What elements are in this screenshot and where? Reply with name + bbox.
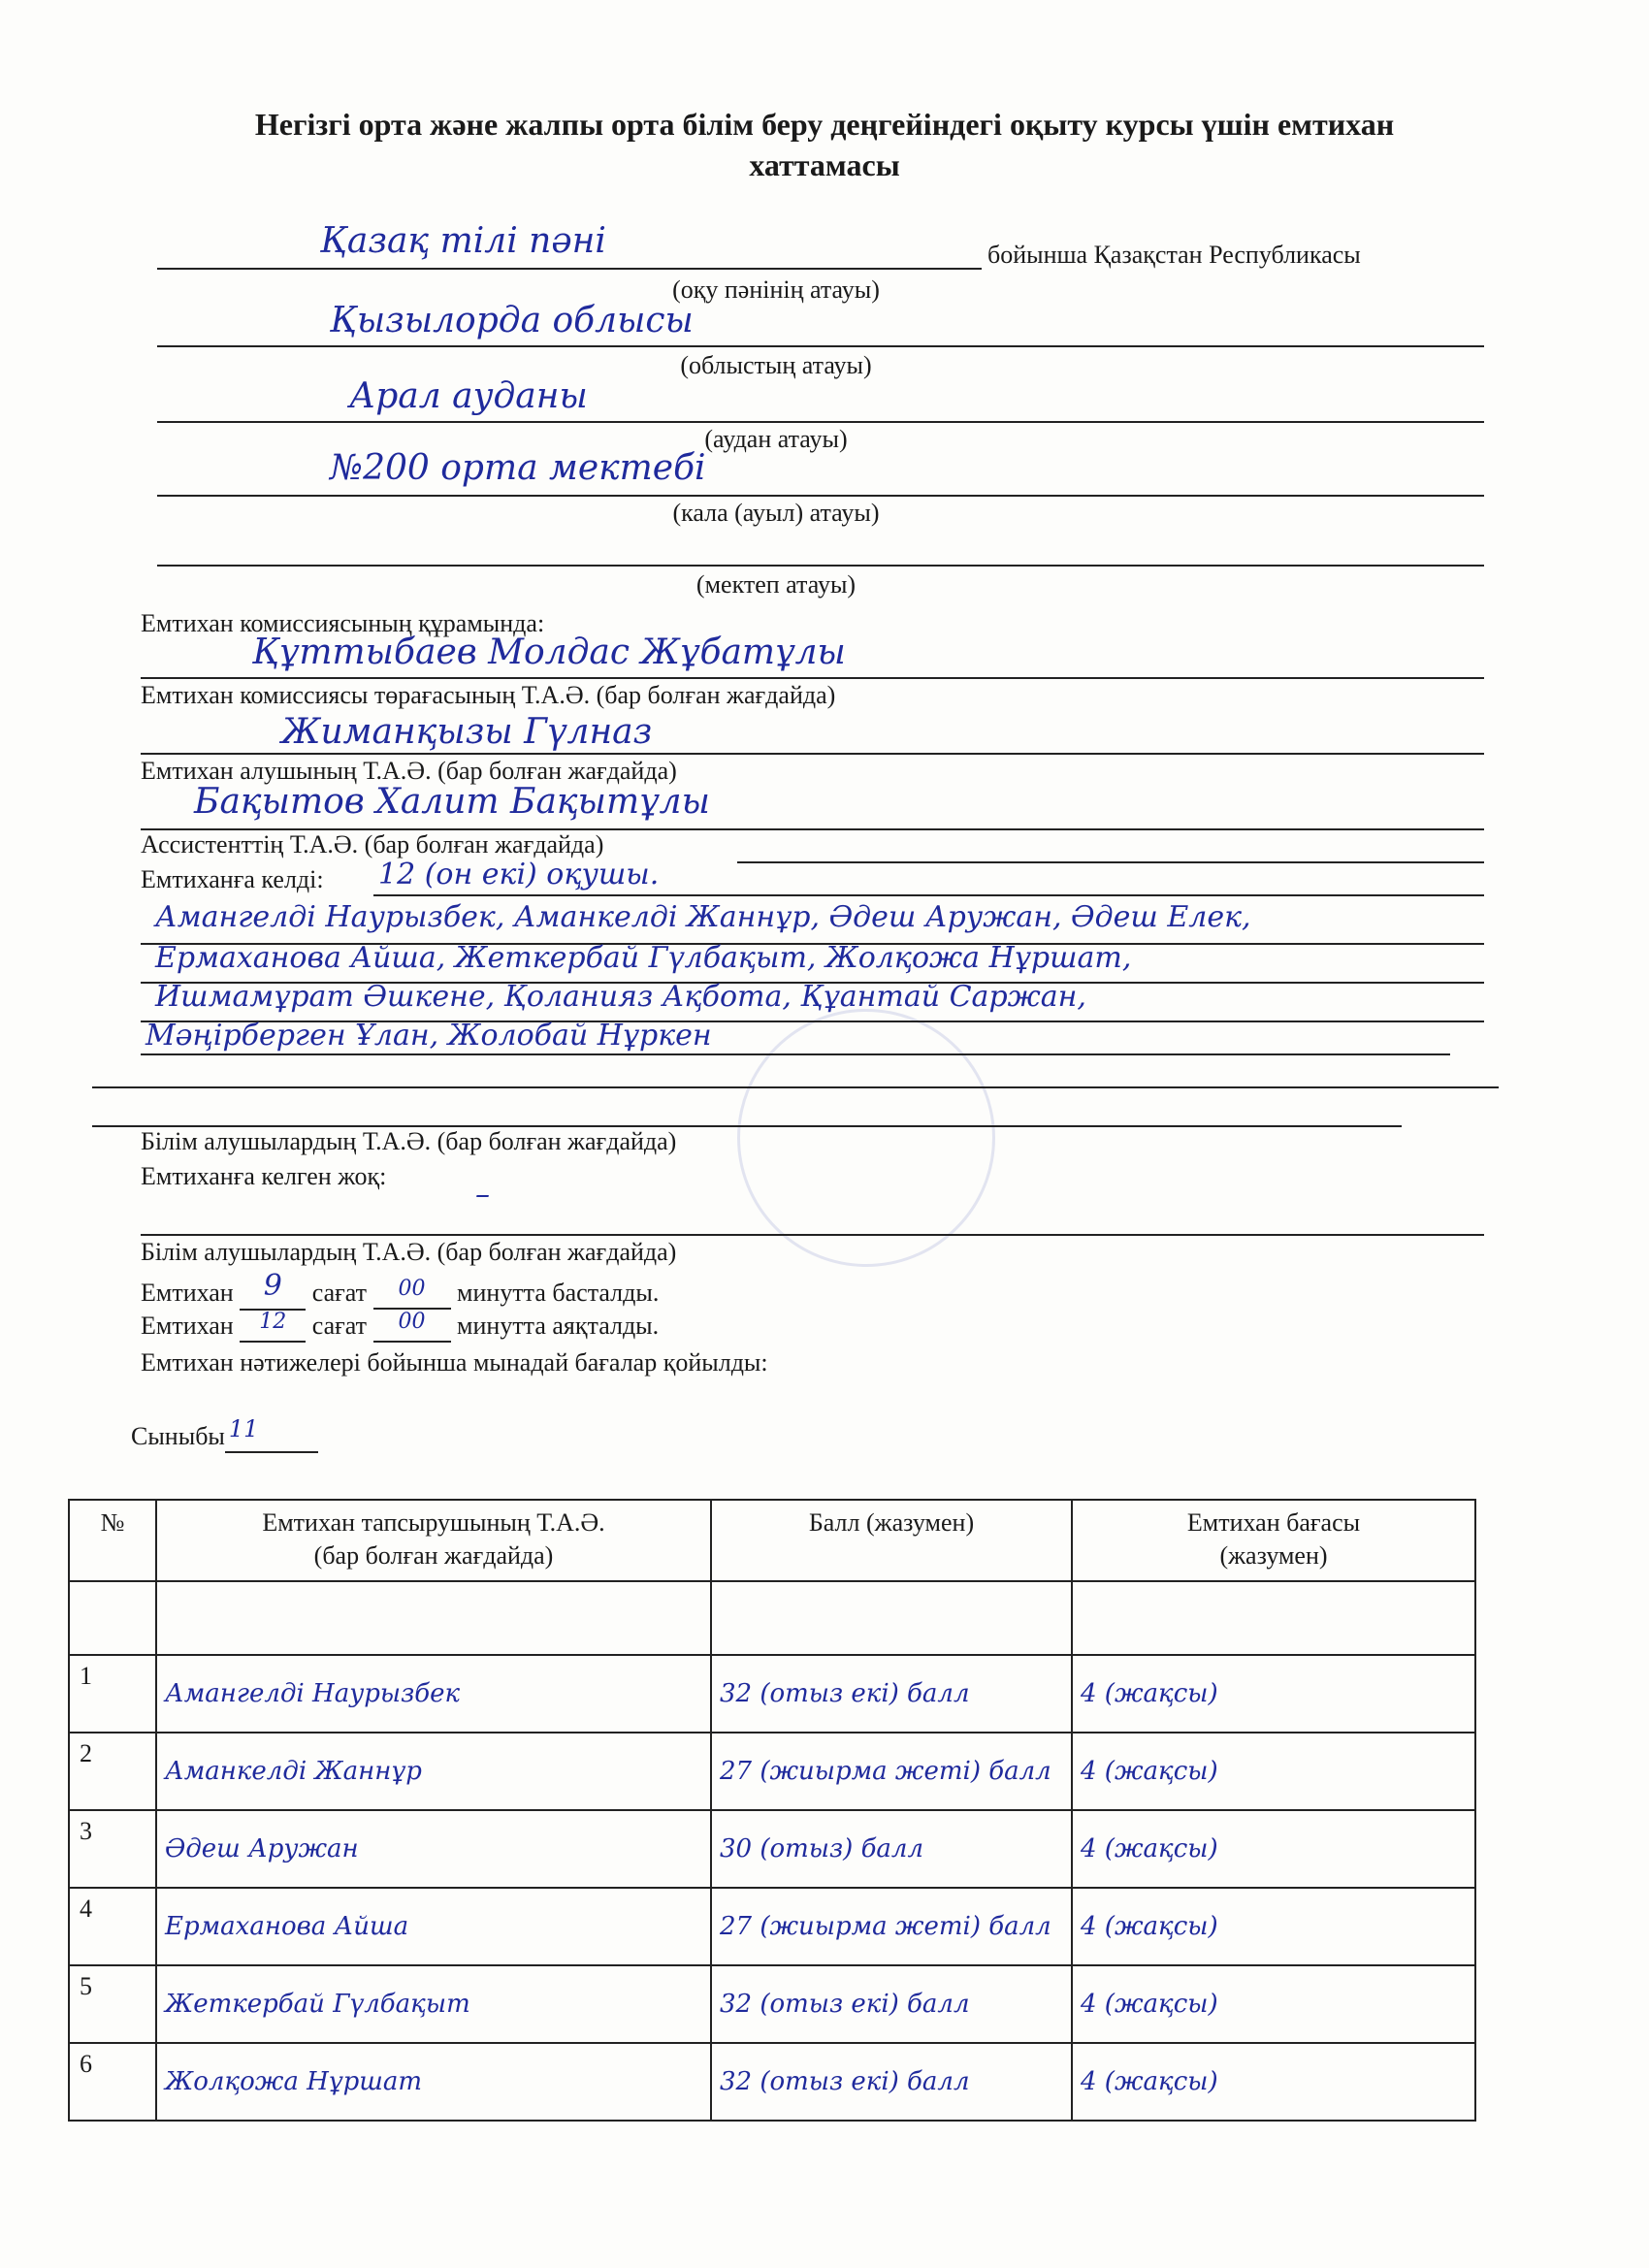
table-row <box>69 1810 1475 1888</box>
table-row <box>69 2043 1475 2121</box>
stamp-watermark <box>737 1009 995 1267</box>
district-line <box>157 421 1484 423</box>
results-label: Емтихан нәтижелері бойынша мынадай бағалар қойылды: <box>141 1348 768 1377</box>
attended-line-4 <box>141 1053 1450 1055</box>
header-name <box>156 1500 711 1581</box>
assistant-line <box>737 861 1484 863</box>
attended-count-handwritten: 12 (он екі) оқушы. <box>378 858 660 891</box>
row-name: Ермаханова Айша <box>156 1888 711 1965</box>
header-grade-line2: (жазумен) <box>1219 1541 1328 1570</box>
row-num: 6 <box>69 2043 156 2121</box>
table-row <box>69 1965 1475 2043</box>
start-mid: сағат <box>311 1279 368 1307</box>
end-prefix: Емтихан <box>141 1312 234 1340</box>
row-name: Жолқожа Нұршат <box>156 2043 711 2121</box>
class-handwritten: 11 <box>228 1415 259 1442</box>
row-num: 2 <box>69 1733 156 1810</box>
class-row <box>131 1415 318 1453</box>
start-prefix: Емтихан <box>141 1279 234 1307</box>
commission-label: Емтихан комиссиясының құрамында: <box>141 609 545 637</box>
table-row <box>69 1655 1475 1733</box>
end-min-handwritten: 00 <box>398 1310 426 1334</box>
chair-line <box>141 753 1484 755</box>
row-score: 32 (отыз екі) балл <box>711 2043 1072 2121</box>
end-hour-handwritten: 12 <box>259 1310 287 1334</box>
attended-label: Емтиханға келді: <box>141 865 324 893</box>
school-caption: (мектеп атауы) <box>695 570 857 599</box>
start-hour-field <box>240 1269 306 1311</box>
school-line <box>157 565 1484 567</box>
chair-handwritten: Жиманқызы Гүлназ <box>281 712 653 752</box>
row-score: 27 (жиырма жеті) балл <box>711 1733 1072 1810</box>
subject-caption: (оқу пәнінің атауы) <box>672 275 880 304</box>
attended-list-line: Ермаханова Айша, Жеткербай Гүлбақыт, Жолқожа Нұршат, <box>155 941 1132 975</box>
commission-handwritten: Құттыбаев Молдас Жұбатұлы <box>252 632 846 672</box>
class-label: Сыныбы <box>131 1422 225 1450</box>
document-title-line1: Негізгі орта және жалпы орта білім беру деңгейіндегі оқыту курсы үшін емтихан <box>254 107 1395 142</box>
header-num: № <box>69 1500 156 1581</box>
row-grade: 4 (жақсы) <box>1072 1733 1475 1810</box>
row-name: Амангелді Наурызбек <box>156 1655 711 1733</box>
subject-handwritten: Қазақ тілі пәні <box>320 221 606 261</box>
row-num: 5 <box>69 1965 156 2043</box>
document-title-line2: хаттамасы <box>749 147 900 182</box>
start-min-field <box>373 1279 451 1310</box>
subject-line <box>157 268 982 270</box>
row-score: 32 (отыз екі) балл <box>711 1655 1072 1733</box>
row-score: 32 (отыз екі) балл <box>711 1965 1072 2043</box>
examiner-handwritten: Бақытов Халит Бақытұлы <box>194 782 710 822</box>
row-score: 30 (отыз) балл <box>711 1810 1072 1888</box>
header-name-line1: Емтихан тапсырушының Т.А.Ә. <box>262 1508 605 1537</box>
end-hour-field <box>240 1312 306 1343</box>
attended-list-line: Амангелді Наурызбек, Аманкелді Жаннұр, Әдеш Аружан, Әдеш Елек, <box>155 900 1251 934</box>
row-grade: 4 (жақсы) <box>1072 1965 1475 2043</box>
table-header-row <box>69 1500 1475 1581</box>
row-num: 3 <box>69 1810 156 1888</box>
header-grade <box>1072 1500 1475 1581</box>
attended-list-line: Мәңірберген Ұлан, Жолобай Нұркен <box>146 1019 712 1053</box>
absent-label: Емтиханға келген жоқ: <box>141 1162 387 1190</box>
results-table <box>68 1499 1476 2122</box>
commission-line <box>141 677 1484 679</box>
attended-line-5 <box>92 1086 1499 1088</box>
start-min-handwritten: 00 <box>398 1277 426 1301</box>
district-handwritten: Арал ауданы <box>349 376 588 416</box>
students-label-2: Білім алушылардың Т.А.Ә. (бар болған жағдайда) <box>141 1238 677 1266</box>
start-time-row <box>141 1269 660 1311</box>
region-handwritten: Қызылорда облысы <box>330 301 694 340</box>
header-name-line2: (бар болған жағдайда) <box>313 1541 554 1570</box>
district-caption: (аудан атауы) <box>704 425 848 453</box>
subject-suffix: бойынша Қазақстан Республикасы <box>987 241 1361 269</box>
end-mid: сағат <box>311 1312 368 1340</box>
examiner-label: Емтихан алушының Т.А.Ә. (бар болған жағдайда) <box>141 757 677 785</box>
start-suffix: минутта басталды. <box>457 1279 660 1307</box>
row-score: 27 (жиырма жеті) балл <box>711 1888 1072 1965</box>
row-grade: 4 (жақсы) <box>1072 1655 1475 1733</box>
table-empty-row <box>69 1581 1475 1655</box>
absent-line <box>141 1234 1484 1236</box>
table-row <box>69 1888 1475 1965</box>
start-hour-handwritten: 9 <box>263 1269 282 1303</box>
end-min-field <box>373 1312 451 1343</box>
end-suffix: минутта аяқталды. <box>457 1312 660 1340</box>
assistant-label: Ассистенттің Т.А.Ә. (бар болған жағдайда) <box>141 830 604 859</box>
row-grade: 4 (жақсы) <box>1072 2043 1475 2121</box>
chair-label: Емтихан комиссиясы төрағасының Т.А.Ә. (бар болған жағдайда) <box>141 681 836 709</box>
city-line <box>157 495 1484 497</box>
students-label: Білім алушылардың Т.А.Ә. (бар болған жағдайда) <box>141 1127 677 1155</box>
end-time-row <box>141 1312 659 1343</box>
header-grade-line1: Емтихан бағасы <box>1186 1508 1361 1537</box>
class-field <box>225 1415 318 1453</box>
table-row <box>69 1733 1475 1810</box>
attended-list-line: Ишмамұрат Әшкене, Қоланияз Ақбота, Құантай Саржан, <box>155 980 1086 1014</box>
city-handwritten: №200 орта мектебі <box>330 448 706 488</box>
city-caption: (кала (ауыл) атауы) <box>672 499 880 527</box>
region-line <box>157 345 1484 347</box>
attended-line-0 <box>373 894 1484 896</box>
absent-handwritten: – <box>475 1178 490 1212</box>
row-num: 1 <box>69 1655 156 1733</box>
row-grade: 4 (жақсы) <box>1072 1810 1475 1888</box>
row-grade: 4 (жақсы) <box>1072 1888 1475 1965</box>
row-name: Жеткербай Гүлбақыт <box>156 1965 711 2043</box>
row-name: Әдеш Аружан <box>156 1810 711 1888</box>
row-num: 4 <box>69 1888 156 1965</box>
region-caption: (облыстың атауы) <box>680 351 872 379</box>
header-score: Балл (жазумен) <box>711 1500 1072 1581</box>
row-name: Аманкелді Жаннұр <box>156 1733 711 1810</box>
